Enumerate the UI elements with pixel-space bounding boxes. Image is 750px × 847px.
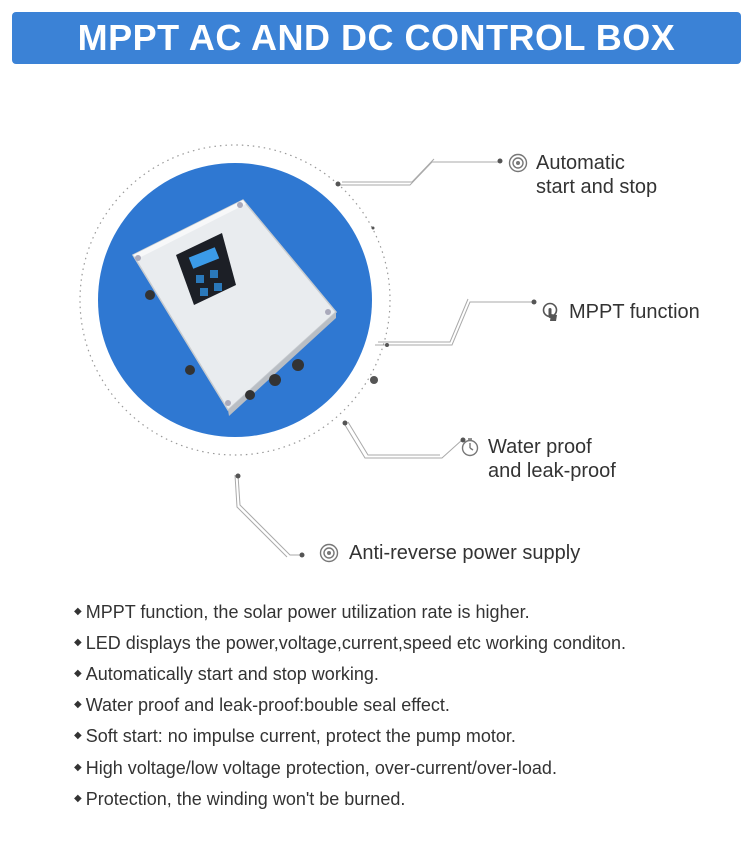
target-icon <box>508 153 528 173</box>
page-title: MPPT AC AND DC CONTROL BOX <box>77 17 676 58</box>
feature-bullet-list <box>74 596 626 814</box>
feature-label: MPPT function <box>569 301 700 323</box>
list-item: ◆ High voltage/low voltage protection, over-current/over-load. <box>74 757 557 778</box>
feature-label: Water proof and leak-proof <box>488 436 616 482</box>
diamond-bullet-icon: ◆ <box>74 636 82 648</box>
timer-icon <box>460 437 480 457</box>
list-item: ◆ Protection, the winding won't be burned. <box>74 788 406 809</box>
list-item: ◆ MPPT function, the solar power utilization rate is higher. <box>74 601 530 622</box>
feature-label: Anti-reverse power supply <box>349 542 581 564</box>
feature-mppt-function <box>541 300 700 324</box>
diamond-bullet-icon: ◆ <box>74 792 82 804</box>
feature-anti-reverse <box>319 541 580 565</box>
diamond-bullet-icon: ◆ <box>74 605 82 617</box>
feature-label: Automatic start and stop <box>536 152 658 198</box>
list-item: ◆ LED displays the power,voltage,current,speed etc working conditon. <box>74 632 627 653</box>
touch-icon <box>541 302 561 322</box>
list-item: ◆ Soft start: no impulse current, protect the pump motor. <box>74 726 516 747</box>
diamond-bullet-icon: ◆ <box>74 761 82 773</box>
feature-water-proof <box>460 435 616 483</box>
diamond-bullet-icon: ◆ <box>74 730 82 742</box>
list-item: ◆ Water proof and leak-proof:bouble seal effect. <box>74 695 450 716</box>
diamond-bullet-icon: ◆ <box>74 699 82 711</box>
diamond-bullet-icon: ◆ <box>74 667 82 679</box>
list-item: ◆ Automatically start and stop working. <box>74 663 379 684</box>
target-icon <box>319 543 339 563</box>
feature-automatic-start-stop <box>508 151 657 199</box>
